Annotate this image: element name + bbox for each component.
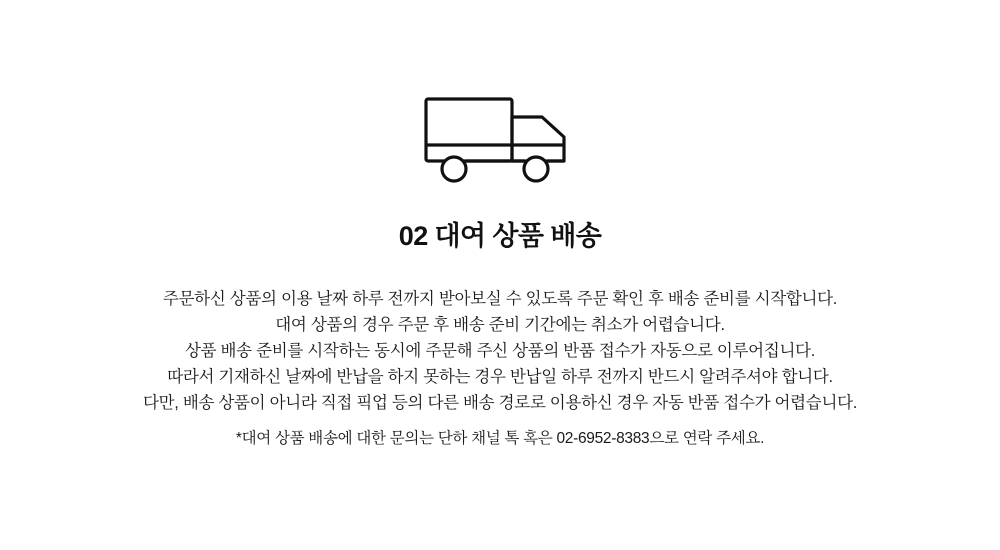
contact-note: *대여 상품 배송에 대한 문의는 단하 채널 톡 혹은 02-6952-8383으로 연락 주세요. [235,430,765,448]
delivery-truck-icon [410,88,590,198]
description-line: 따라서 기재하신 날짜에 반납을 하지 못하는 경우 반납일 하루 전까지 반드시 알려주셔야 합니다. [167,368,833,387]
description-line: 주문하신 상품의 이용 날짜 하루 전까지 받아보실 수 있도록 주문 확인 후 배송 준비를 시작합니다. [162,290,838,309]
description-line: 상품 배송 준비를 시작하는 동시에 주문해 주신 상품의 반품 접수가 자동으로 이루어집니다. [184,342,816,361]
description-block [50,286,950,452]
description-line: 다만, 배송 상품이 아니라 직접 픽업 등의 다른 배송 경로로 이용하신 경우 자동 반품 접수가 어렵습니다. [142,394,858,413]
description-line: 대여 상품의 경우 주문 후 배송 준비 기간에는 취소가 어렵습니다. [275,316,725,335]
page-title: 02 대여 상품 배송 [398,221,602,251]
